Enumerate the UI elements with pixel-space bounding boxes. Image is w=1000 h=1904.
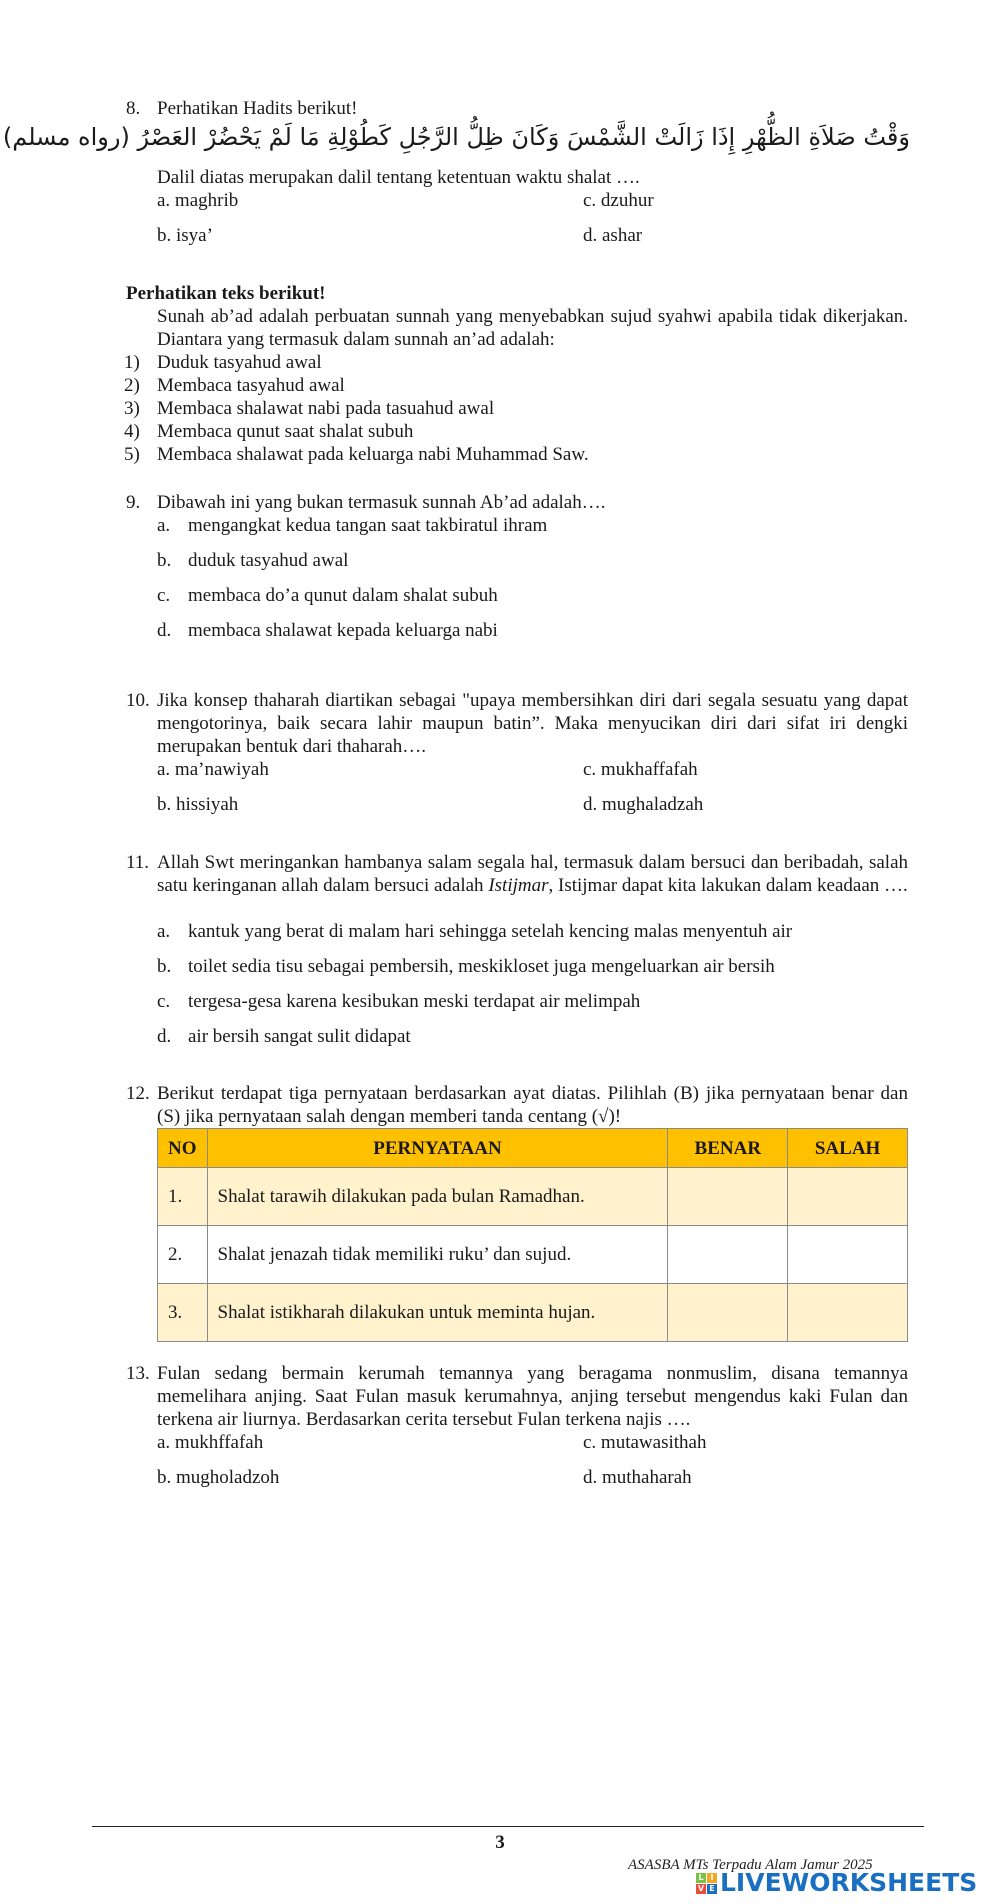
header-no: NO	[158, 1129, 208, 1168]
header-true: BENAR	[668, 1129, 788, 1168]
question-13-option-d[interactable]: d. muthaharah	[583, 1467, 692, 1488]
passage-list-item: 3) Membaca shalawat nabi pada tasuahud awal	[124, 398, 495, 419]
question-13-number: 13.	[126, 1363, 150, 1384]
header-statement: PERNYATAAN	[207, 1129, 668, 1168]
passage-list-item: 2) Membaca tasyahud awal	[124, 375, 345, 396]
question-13-option-c[interactable]: c. mutawasithah	[583, 1432, 707, 1453]
table-row	[158, 1226, 908, 1284]
row-3-true-cell[interactable]	[668, 1284, 788, 1342]
question-10-option-a[interactable]: a. ma’nawiyah	[157, 759, 269, 780]
question-8-option-a[interactable]: a. maghrib	[157, 190, 239, 211]
row-1-true-cell[interactable]	[668, 1168, 788, 1226]
passage-list-item: 1) Duduk tasyahud awal	[124, 352, 322, 373]
question-13-option-b[interactable]: b. mugholadzoh	[157, 1467, 280, 1488]
question-8-text: Dalil diatas merupakan dalil tentang ketentuan waktu shalat ….	[157, 167, 640, 188]
passage-list-item: 5) Membaca shalawat pada keluarga nabi Muhammad Saw.	[124, 444, 589, 465]
question-11-option-c[interactable]: c. tergesa-gesa karena kesibukan meski terdapat air melimpah	[157, 991, 641, 1012]
question-11-option-d[interactable]: d. air bersih sangat sulit didapat	[157, 1026, 411, 1047]
statement-table-header	[158, 1129, 908, 1168]
question-10-option-c[interactable]: c. mukhaffafah	[583, 759, 698, 780]
istijmar-term: Istijmar	[488, 875, 549, 896]
question-10-option-b[interactable]: b. hissiyah	[157, 794, 239, 815]
passage-title: Perhatikan teks berikut!	[126, 283, 326, 304]
footer-school-text: ASASBA MTs Terpadu Alam Jamur 2025	[628, 1857, 873, 1873]
header-false: SALAH	[788, 1129, 908, 1168]
hadith-arabic-text: وَقْتُ صَلاَةِ الظُّهْرِ إِذَا زَالَتْ الشَّمْسَ وَكَانَ ظِلُّ الرَّجُلِ كَطُوْلِةِ مَا لَمْ يَحْضُرْ العَصْرُ (رواه مسلم)	[2, 123, 910, 151]
question-8-option-c[interactable]: c. dzuhur	[583, 190, 654, 211]
question-9-number: 9.	[126, 492, 141, 513]
question-8-option-b[interactable]: b. isya’	[157, 225, 213, 246]
passage-list	[124, 351, 589, 466]
row-2-true-cell[interactable]	[668, 1226, 788, 1284]
question-11-option-b[interactable]: b. toilet sedia tisu sebagai pembersih, meskikloset juga mengeluarkan air bersih	[157, 956, 775, 977]
question-10-text: Jika konsep thaharah diartikan sebagai "upaya membersihkan diri dari segala sesuatu yang dapat mengotorinya, baik secara lahir maupun batin”. Maka menyucikan diri dari sifat iri dengki merupakan bentuk dari thaharah….	[157, 690, 908, 757]
row-number: 2.	[158, 1226, 208, 1284]
row-1-false-cell[interactable]	[788, 1168, 908, 1226]
question-9-option-c[interactable]: c. membaca do’a qunut dalam shalat subuh	[157, 585, 498, 606]
passage-text: Sunah ab’ad adalah perbuatan sunnah yang menyebabkan sujud syahwi apabila tidak dikerjakan. Diantara yang termasuk dalam sunnah an’ad adalah:	[157, 306, 908, 350]
question-9-option-a[interactable]: a. mengangkat kedua tangan saat takbiratul ihram	[157, 515, 548, 536]
liveworksheets-brand[interactable]	[696, 1870, 977, 1896]
row-2-false-cell[interactable]	[788, 1226, 908, 1284]
question-9-text: Dibawah ini yang bukan termasuk sunnah Ab’ad adalah….	[157, 492, 606, 513]
question-9-option-b[interactable]: b. duduk tasyahud awal	[157, 550, 349, 571]
liveworksheets-logo-icon: L I V E	[696, 1873, 717, 1894]
question-10-number: 10.	[126, 690, 150, 711]
question-8-option-d[interactable]: d. ashar	[583, 225, 643, 246]
question-8-intro: Perhatikan Hadits berikut!	[157, 98, 358, 119]
footer-divider	[92, 1826, 924, 1827]
question-9-option-d[interactable]: d. membaca shalawat kepada keluarga nabi	[157, 620, 498, 641]
question-12-number: 12.	[126, 1083, 150, 1104]
page-number: 3	[495, 1832, 505, 1853]
row-statement: Shalat jenazah tidak memiliki ruku’ dan sujud.	[207, 1226, 668, 1284]
row-statement: Shalat istikharah dilakukan untuk meminta hujan.	[207, 1284, 668, 1342]
liveworksheets-wordmark: LIVEWORKSHEETS	[720, 1868, 978, 1897]
row-3-false-cell[interactable]	[788, 1284, 908, 1342]
question-13-text: Fulan sedang bermain kerumah temannya yang beragama nonmuslim, disana temannya memelihara anjing. Saat Fulan masuk kerumahnya, anjing tersebut mengendus kaki Fulan dan terkena air liurnya. Berdasarkan cerita tersebut Fulan terkena najis ….	[157, 1363, 908, 1430]
question-10-option-d[interactable]: d. mughaladzah	[583, 794, 704, 815]
row-number: 1.	[158, 1168, 208, 1226]
table-row	[158, 1284, 908, 1342]
row-number: 3.	[158, 1284, 208, 1342]
question-11-number: 11.	[126, 852, 150, 873]
question-8-number: 8.	[126, 98, 141, 119]
passage-list-item: 4) Membaca qunut saat shalat subuh	[124, 421, 414, 442]
row-statement: Shalat tarawih dilakukan pada bulan Ramadhan.	[207, 1168, 668, 1226]
question-13-option-a[interactable]: a. mukhffafah	[157, 1432, 264, 1453]
question-11-text: Allah Swt meringankan hambanya salam segala hal, termasuk dalam bersuci dan beribadah, salah satu keringanan allah dalam bersuci adalah Istijmar, Istijmar dapat kita lakukan dalam keadaan ….	[157, 852, 908, 896]
statement-table	[157, 1128, 908, 1342]
question-11-option-a[interactable]: a. kantuk yang berat di malam hari sehingga setelah kencing malas menyentuh air	[157, 921, 793, 942]
table-row	[158, 1168, 908, 1226]
question-12-text: Berikut terdapat tiga pernyataan berdasarkan ayat diatas. Pilihlah (B) jika pernyataan benar dan (S) jika pernyataan salah dengan memberi tanda centang (√)!	[157, 1083, 908, 1127]
